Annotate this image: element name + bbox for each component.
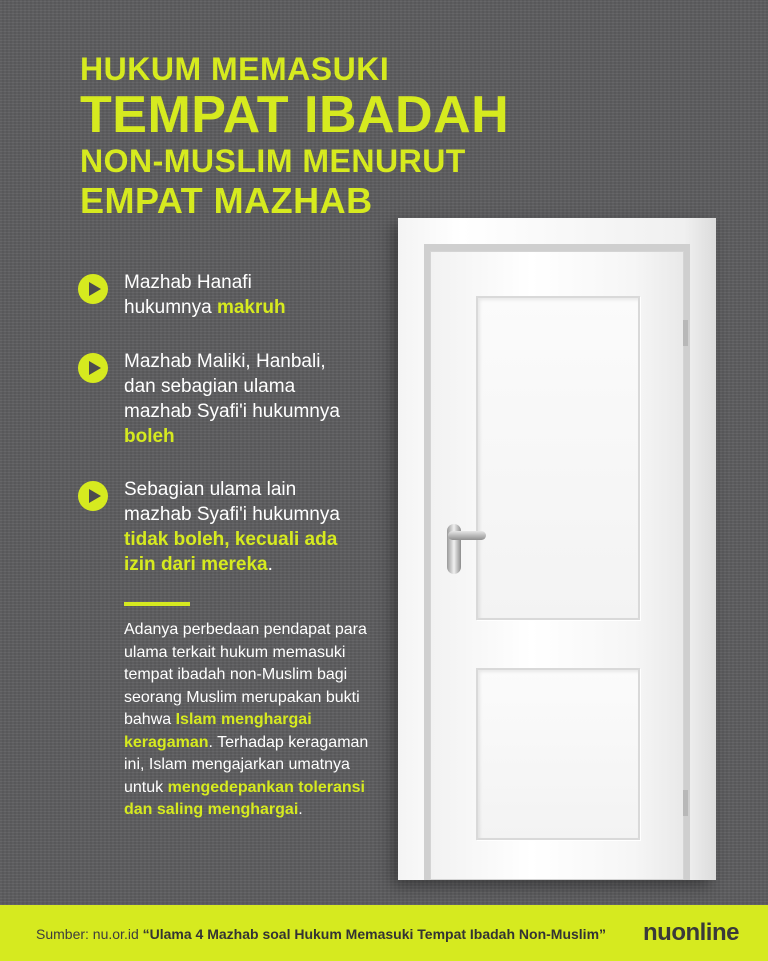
hinge-icon <box>683 320 688 346</box>
title-line-2: TEMPAT IBADAH <box>80 86 510 144</box>
door-handle-icon <box>448 531 486 540</box>
paragraph-text: . <box>298 801 303 818</box>
door-panel-top <box>476 296 640 620</box>
play-icon <box>78 481 108 511</box>
source-label: Sumber: nu.or.id <box>36 926 139 942</box>
point-3-highlight: tidak boleh, kecuali ada <box>124 529 338 550</box>
point-text-2 <box>124 349 404 449</box>
play-icon <box>78 274 108 304</box>
point-3-line: mazhab Syafi'i hukumnya <box>124 504 340 525</box>
point-1-line <box>124 295 404 320</box>
point-2-line: dan sebagian ulama <box>124 376 296 397</box>
point-1-line: Mazhab Hanafi <box>124 272 252 293</box>
point-1-pre: hukumnya <box>124 297 217 318</box>
source-title: “Ulama 4 Mazhab soal Hukum Memasuki Tempat Ibadah Non-Muslim” <box>142 926 607 942</box>
door-panel-bottom <box>476 668 640 840</box>
point-3-line <box>124 552 404 577</box>
point-2-line: Mazhab Maliki, Hanbali, <box>124 351 326 372</box>
page-title <box>80 50 509 222</box>
point-text-3 <box>124 477 404 577</box>
source-citation <box>36 926 606 942</box>
point-3-post: . <box>267 554 273 575</box>
paragraph-text: Adanya perbedaan pendapat para ulama terkait hukum memasuki tempat ibadah non-Muslim bagi seorang Muslim merupakan bukti bahwa <box>124 621 367 728</box>
paragraph-highlight: mengedepankan toleransi dan saling menghargai <box>124 778 365 818</box>
divider <box>124 602 190 606</box>
summary-paragraph <box>124 619 384 822</box>
brand-logo: nuonline <box>643 919 739 946</box>
paragraph-text: . Terhadap keragaman ini, Islam mengajarkan umatnya untuk <box>124 733 369 796</box>
title-line-4: EMPAT MAZHAB <box>80 180 373 221</box>
title-line-3: NON-MUSLIM MENURUT <box>80 143 466 179</box>
point-3-line: Sebagian ulama lain <box>124 479 297 500</box>
paragraph-highlight: Islam menghargai keragaman <box>124 711 312 751</box>
title-line-1: HUKUM MEMASUKI <box>80 51 390 87</box>
point-3-highlight: izin dari mereka <box>124 554 268 575</box>
point-text-1 <box>124 270 404 320</box>
play-icon <box>78 353 108 383</box>
point-2-highlight: boleh <box>124 426 175 447</box>
hinge-icon <box>683 790 688 816</box>
point-1-highlight: makruh <box>216 297 286 318</box>
point-2-line: mazhab Syafi'i hukumnya <box>124 401 340 422</box>
